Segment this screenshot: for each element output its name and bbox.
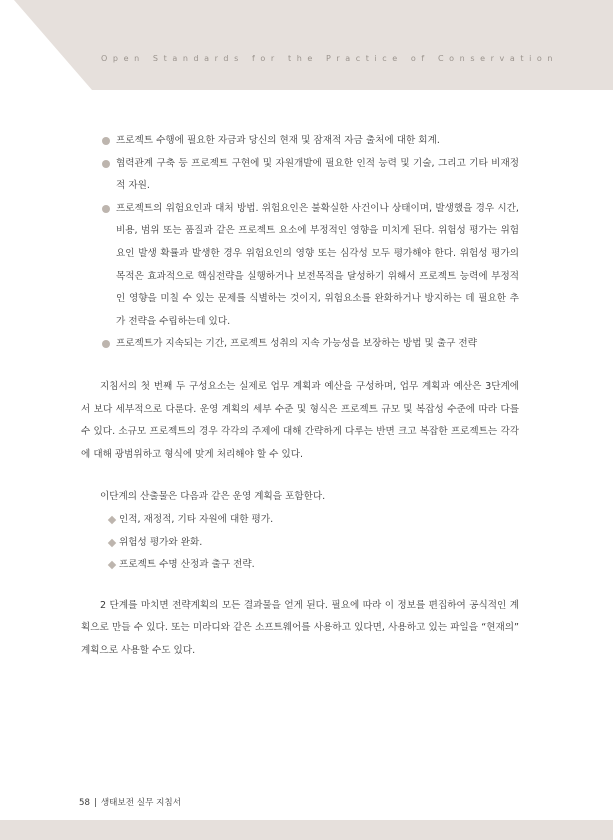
page-number: 58 <box>79 798 90 808</box>
sub-bullet-text: 인적, 재정적, 기타 자원에 대한 평가. <box>119 513 274 525</box>
bullet-item <box>81 130 519 153</box>
bullet-text: 프로젝트의 위험요인과 대처 방법. 위험요인은 불확실한 사건이나 상태이며, 발생했을 경우 시간, 비용, 범위 또는 품질과 같은 프로젝트 요소에 부정적인 영향을 미치게 된다. 위험성 평가는 위험 요인 발생 확률과 발생한 경우 위험요인의 영향 또는 심각성 모두 평가해야 한다. 위험성 평가의 목적은 효과적으로 핵심전략을 실행하거나 보전목적을 달성하기 위해서 프로젝트 능력에 부정적인 영향을 미칠 수 있는 문제를 식별하는 것이지, 위험요소를 완화하거나 방지하는 데 필요한 추가 전략을 수립하는데 있다. <box>116 202 519 327</box>
book-title: 생태보전 실무 지침서 <box>100 798 182 808</box>
bullet-dot-icon <box>102 205 110 213</box>
footer-band <box>0 820 613 840</box>
bullet-dot-icon <box>102 160 110 168</box>
bullet-text: 협력관계 구축 등 프로젝트 구현에 및 자원개발에 필요한 인적 능력 및 기술, 그리고 기타 비재정적 자원. <box>116 157 519 192</box>
bullet-dot-icon <box>102 340 110 348</box>
body-paragraph: 이단계의 산출물은 다음과 같은 운영 계획을 포함한다. <box>100 491 326 503</box>
diamond-bullet-icon <box>108 538 116 546</box>
bullet-item <box>81 333 519 356</box>
running-title: Open Standards for the Practice of Conservation <box>101 54 559 63</box>
bullet-item <box>81 153 519 198</box>
sub-bullet-text: 위험성 평가와 완화. <box>119 536 203 548</box>
sub-bullet-list <box>81 509 519 577</box>
bullet-dot-icon <box>102 137 110 145</box>
sub-bullet-text: 프로젝트 수명 산정과 출구 전략. <box>119 559 255 571</box>
footer-separator: | <box>93 798 97 808</box>
sub-bullet-item <box>81 532 519 555</box>
sub-bullet-item <box>81 509 519 532</box>
main-content <box>81 130 519 662</box>
body-paragraph: 2 단계를 마치면 전략계획의 모든 결과물을 얻게 된다. 필요에 따라 이 정보를 편집하여 공식적인 계획으로 만들 수 있다. 또는 미라디와 같은 소프트웨어를 사용하고 있다면, 사용하고 있는 파일을 “현재의” 계획으로 사용할 수도 있다. <box>81 599 519 656</box>
diamond-bullet-icon <box>108 561 116 569</box>
header-band <box>0 0 613 90</box>
body-paragraph: 지침서의 첫 번째 두 구성요소는 실제로 업무 계획과 예산을 구성하며, 업무 계획과 예산은 3단계에서 보다 세부적으로 다룬다. 운영 계획의 세부 수준 및 형식은 프로젝트 규모 및 복잡성 수준에 따라 다를 수 있다. 소규모 프로젝트의 경우 각각의 주제에 대해 간략하게 다루는 반면 크고 복잡한 프로젝트는 각각에 대해 광범위하고 형식에 맞게 처리해야 할 수 있다. <box>81 380 519 460</box>
diamond-bullet-icon <box>108 516 116 524</box>
bullet-item <box>81 198 519 334</box>
bullet-list <box>81 130 519 356</box>
bullet-text: 프로젝트가 지속되는 기간, 프로젝트 성취의 지속 가능성을 보장하는 방법 및 출구 전략 <box>116 338 477 350</box>
bullet-text: 프로젝트 수행에 필요한 자금과 당신의 현재 및 잠재적 자금 출처에 대한 회계. <box>116 135 440 146</box>
page-footer <box>79 796 181 808</box>
sub-bullet-item <box>81 554 519 577</box>
header-band-shape <box>0 0 613 90</box>
